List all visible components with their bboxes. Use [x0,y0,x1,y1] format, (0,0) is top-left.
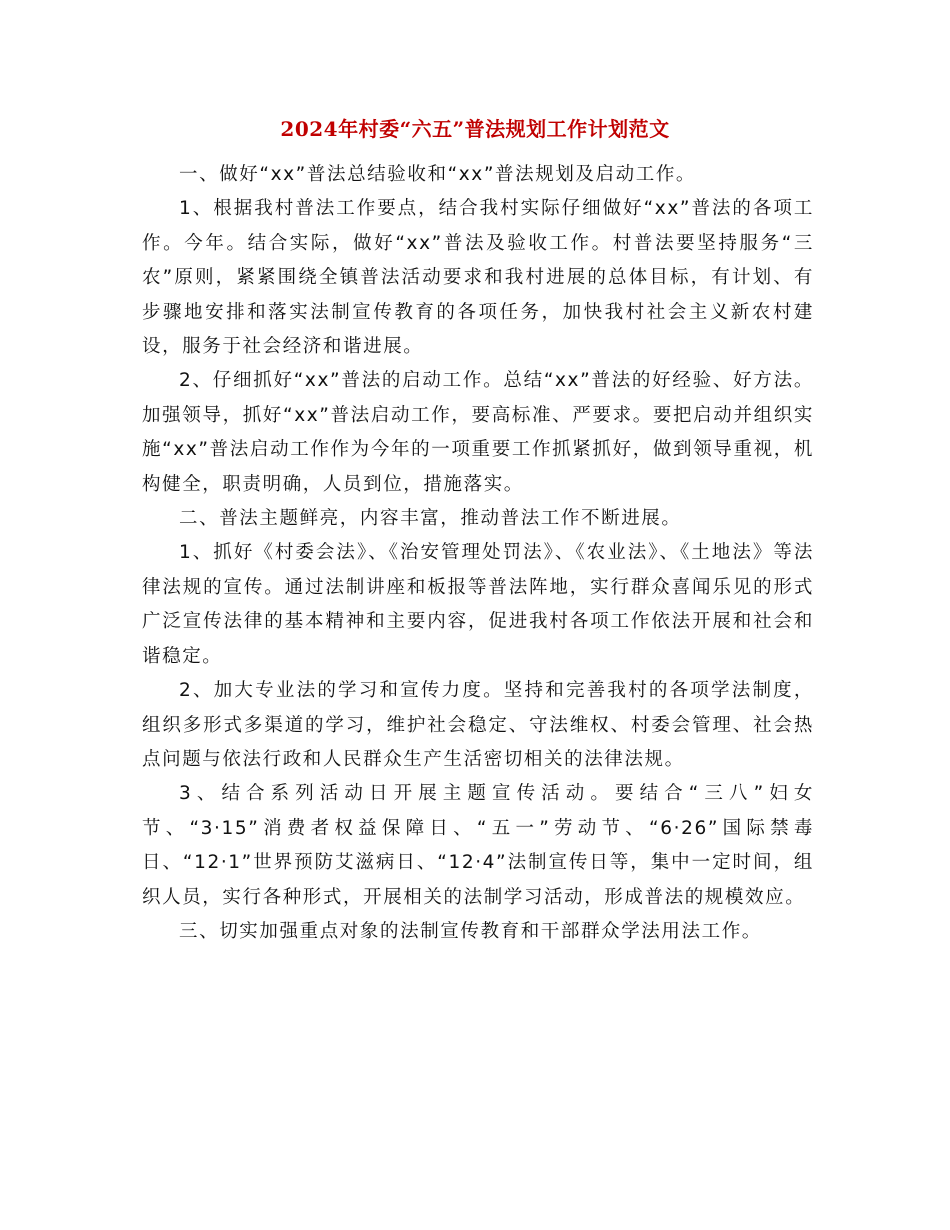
paragraph-2-1: 1、抓好《村委会法》、《治安管理处罚法》、《农业法》、《土地法》等法律法规的宣传。通过法制讲座和板报等普法阵地，实行群众喜闻乐见的形式广泛宣传法律的基本精神和主要内容，促进我村各项工作依法开展和社会和谐稳定。 [142,542,814,667]
paragraph-2-2: 2、加大专业法的学习和宣传力度。坚持和完善我村的各项学法制度，组织多形式多渠道的学习，维护社会稳定、守法维权、村委会管理、社会热点问题与依法行政和人民群众生产生活密切相关的法律法规。 [142,680,814,770]
document-body [142,158,814,949]
paragraph-1-1: 1、根据我村普法工作要点，结合我村实际仔细做好“xx”普法的各项工作。今年。结合实际，做好“xx”普法及验收工作。村普法要坚持服务“三农”原则，紧紧围绕全镇普法活动要求和我村进展的总体目标，有计划、有步骤地安排和落实法制宣传教育的各项任务，加快我村社会主义新农村建设，服务于社会经济和谐进展。 [142,198,814,358]
paragraph-1-2: 2、仔细抓好“xx”普法的启动工作。总结“xx”普法的好经验、好方法。加强领导，抓好“xx”普法启动工作，要高标准、严要求。要把启动并组织实施“xx”普法启动工作作为今年的一项重要工作抓紧抓好，做到领导重视，机构健全，职责明确，人员到位，措施落实。 [142,370,814,495]
paragraph-section-2-heading: 二、普法主题鲜亮，内容丰富，推动普法工作不断进展。 [179,508,682,530]
document-title: 2024年村委“六五”普法规划工作计划范文 [280,117,670,141]
paragraph-2-3: 3、结合系列活动日开展主题宣传活动。要结合“三八”妇女节、“3·15”消费者权益保障日、“五一”劳动节、“6·26”国际禁毒日、“12·1”世界预防艾滋病日、“12·4”法制宣传日等，集中一定时间，组织人员，实行各种形式，开展相关的法制学习活动，形成普法的规模效应。 [142,783,814,908]
paragraph-section-3-heading: 三、切实加强重点对象的法制宣传教育和干部群众学法用法工作。 [179,920,762,942]
paragraph-section-1-heading: 一、做好“xx”普法总结验收和“xx”普法规划及启动工作。 [179,164,697,185]
